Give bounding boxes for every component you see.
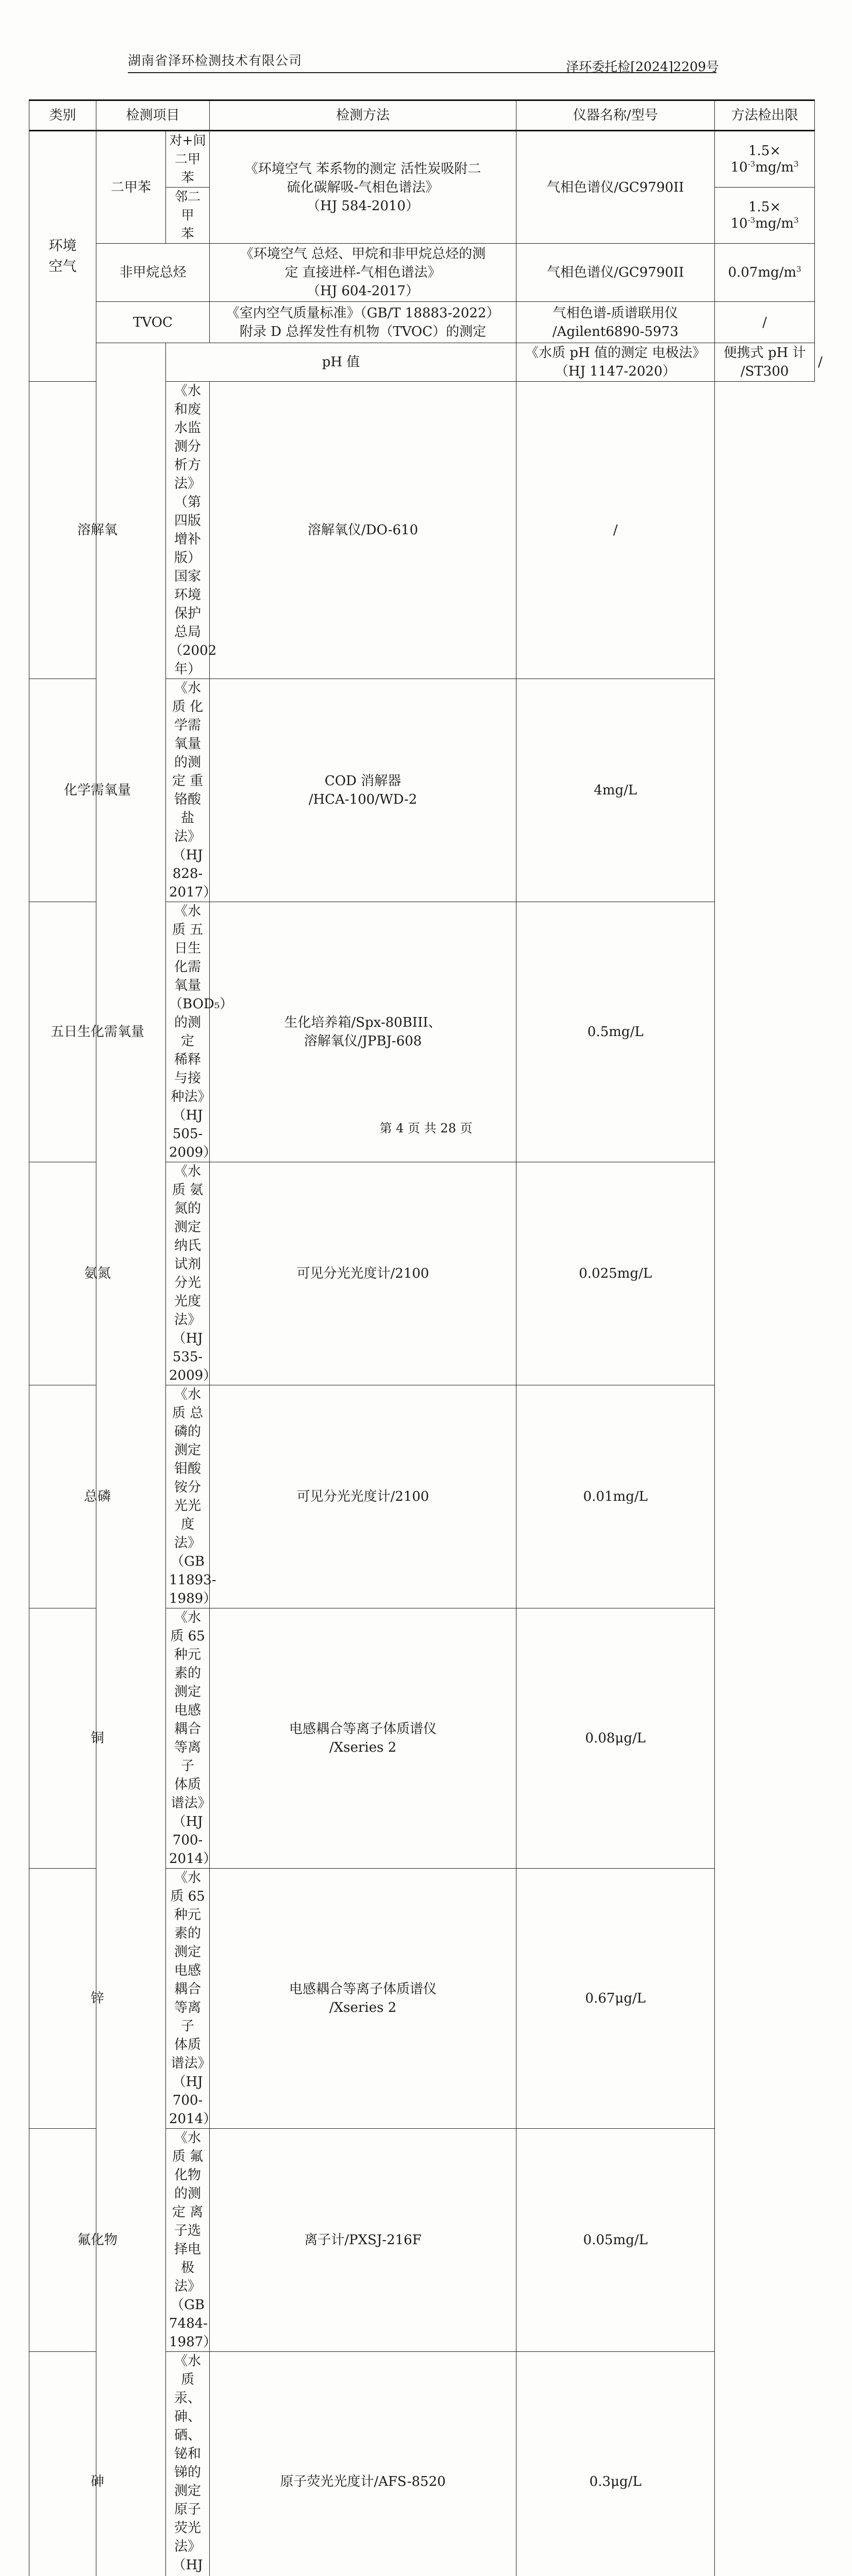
limit-unit: mg/m [755,160,794,175]
table-row [29,2129,815,2352]
water-item: 氟化物 [29,2129,166,2352]
subitem-p-m-xylene: 对+间 二甲苯 [166,131,210,188]
water-method: 《水质 化学需氧量的测定 重铬酸盐法》 （HJ 828-2017） [166,679,210,902]
water-method: 《水质 氨氮的测定 纳氏试剂分光光度 法》（HJ 535-2009） [166,1162,210,1385]
water-method: 《水质 65 种元素的测定 电感耦合等离子 体质谱法》（HJ 700-2014） [166,1869,210,2129]
col-header-instrument: 仪器名称/型号 [516,100,715,131]
water-limit: 0.05mg/L [516,2129,715,2352]
water-instrument: 可见分光光度计/2100 [210,1162,516,1385]
table-row [29,2352,815,2576]
table-row [29,382,815,679]
water-limit: 0.5mg/L [516,902,715,1162]
limit-exponent: -3 [748,159,756,168]
instrument-nmhc: 气相色谱仪/GC9790II [516,244,715,302]
table-row [29,1162,815,1385]
table-row [29,302,815,343]
item-xylene: 二甲苯 [96,131,166,244]
limit-p-m-xylene [715,131,815,188]
limit-unit-exponent: 3 [796,264,801,274]
company-name: 湖南省泽环检测技术有限公司 [128,50,302,69]
water-method: 《水质 总磷的测定 钼酸铵分光光度法》 （GB 11893-1989） [166,1385,210,1608]
water-item: 化学需氧量 [29,679,166,902]
water-instrument: 便携式 pH 计 /ST300 [715,343,815,382]
method-xylene: 《环境空气 苯系物的测定 活性炭吸附二 硫化碳解吸-气相色谱法》 （HJ 584-2010） [210,131,516,244]
water-instrument: 溶解氧仪/DO-610 [210,382,516,679]
report-number: 泽环委托检[2024]2209号 [566,57,719,75]
water-limit: 0.01mg/L [516,1385,715,1608]
col-header-category: 类别 [29,100,96,131]
limit-unit-exponent: 3 [794,215,799,225]
table-row [29,244,815,302]
water-limit: 0.025mg/L [516,1162,715,1385]
limit-value: 0.07mg/m [728,265,796,280]
limit-main: 1.5× [748,199,781,215]
limit-unit: mg/m [755,216,794,231]
col-header-limit: 方法检出限 [715,100,815,131]
water-item: 五日生化需氧量 [29,902,166,1162]
water-method: 《水质 65 种元素的测定 电感耦合等离子 体质谱法》（HJ 700-2014） [166,1608,210,1869]
instrument-xylene: 气相色谱仪/GC9790II [516,131,715,244]
col-header-item: 检测项目 [96,100,210,131]
table-row [29,1869,815,2129]
limit-main: 1.5× [748,143,781,159]
water-instrument: 电感耦合等离子体质谱仪 /Xseries 2 [210,1608,516,1869]
water-limit: 0.08μg/L [516,1608,715,1869]
water-method: 《水和废水监测分析方法》（第四版 增补 版）国家环境保护总局（2002 年） [166,382,210,679]
water-method: 《水质 五日生化需氧量（BOD₅）的测定 稀释与接种法》（HJ 505-2009） [166,902,210,1162]
limit-unit-exponent: 3 [794,159,799,168]
method-nmhc: 《环境空气 总烃、甲烷和非甲烷总烃的测 定 直接进样-气相色谱法》 （HJ 604-2017） [210,244,516,302]
water-item: 铜 [29,1608,166,1869]
water-item: 总磷 [29,1385,166,1608]
header-rule [128,72,716,73]
water-item: 氨氮 [29,1162,166,1385]
water-instrument: 生化培养箱/Spx-80BIII、 溶解氧仪/JPBJ-608 [210,902,516,1162]
instrument-tvoc: 气相色谱-质谱联用仪 /Agilent6890-5973 [516,302,715,343]
water-instrument: 可见分光光度计/2100 [210,1385,516,1608]
table-header-row [29,100,815,131]
water-item: 溶解氧 [29,382,166,679]
water-item: 锌 [29,1869,166,2129]
water-method: 《水质 氟化物的测定 离子选择电极法》 （GB 7484-1987） [166,2129,210,2352]
detection-methods-table [29,99,815,2576]
table-row: pH 值 《水质 pH 值的测定 电极法》 （HJ 1147-2020） 便携式 pH 计 /ST300 / [29,343,815,382]
limit-o-xylene [715,188,815,244]
limit-base: 10 [731,216,748,231]
limit-tvoc: / [715,302,815,343]
subitem-o-xylene: 邻二甲 苯 [166,188,210,244]
water-instrument: 原子荧光光度计/AFS-8520 [210,2352,516,2576]
water-instrument: 电感耦合等离子体质谱仪 /Xseries 2 [210,1869,516,2129]
col-header-method: 检测方法 [210,100,516,131]
water-instrument: 离子计/PXSJ-216F [210,2129,516,2352]
water-item: pH 值 [166,343,516,382]
table-row [29,679,815,902]
table-row [29,1385,815,1608]
page-number: 第 4 页 共 28 页 [0,1118,852,1136]
table-body [29,100,815,2576]
method-tvoc: 《室内空气质量标准》（GB/T 18883-2022） 附录 D 总挥发性有机物（TVOC）的测定 [210,302,516,343]
limit-exponent: -3 [748,215,756,225]
water-limit: 0.3μg/L [516,2352,715,2576]
water-method: 《水质 汞、砷、硒、铋和锑的测定 原子 荧光法》（HJ [166,2352,210,2576]
water-limit: / [516,382,715,679]
water-item: 砷 [29,2352,166,2576]
limit-nmhc [715,244,815,302]
water-limit: 4mg/L [516,679,715,902]
limit-base: 10 [731,160,748,175]
table-row [29,131,815,188]
item-tvoc: TVOC [96,302,210,343]
water-instrument: COD 消解器 /HCA-100/WD-2 [210,679,516,902]
water-method: 《水质 pH 值的测定 电极法》 （HJ 1147-2020） [516,343,715,382]
item-nmhc: 非甲烷总烃 [96,244,210,302]
table-row [29,1608,815,1869]
water-limit: 0.67μg/L [516,1869,715,2129]
category-air: 环境 空气 [29,131,96,382]
